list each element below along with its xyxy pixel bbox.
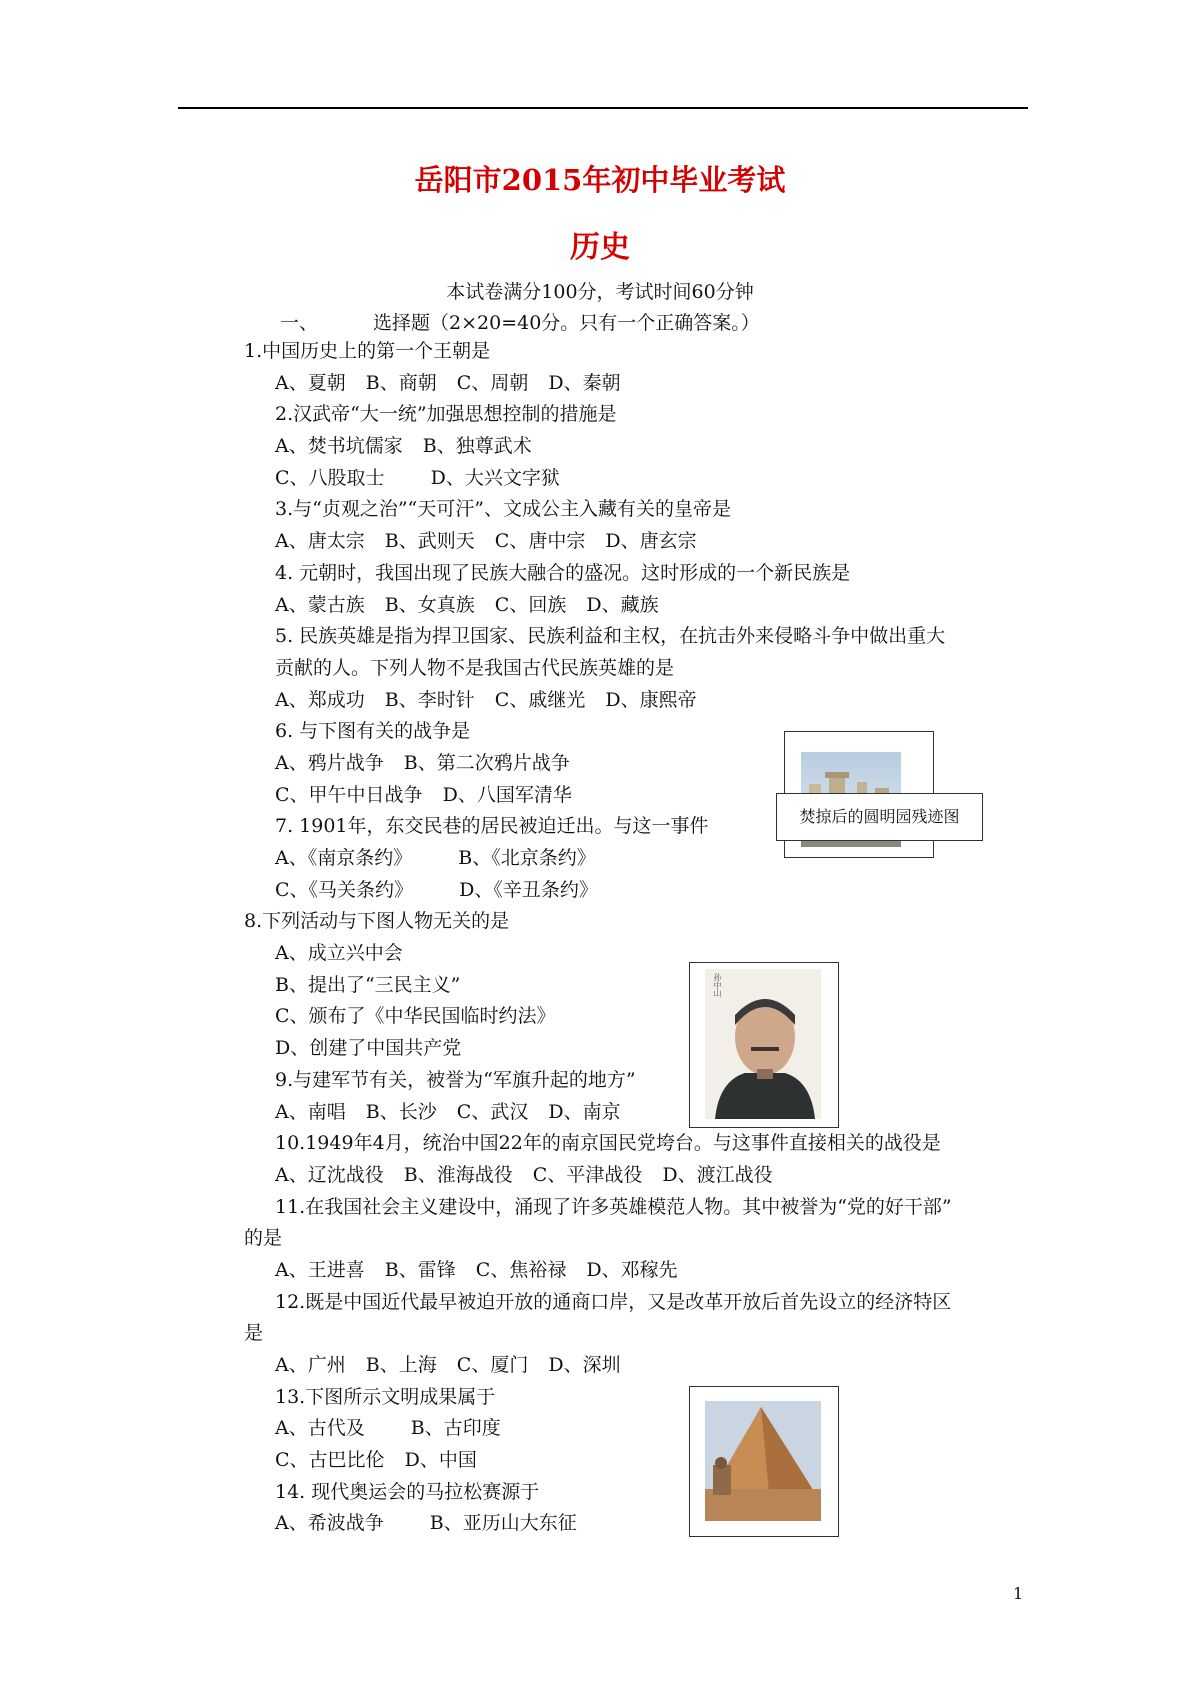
option: A、郑成功 — [275, 688, 365, 711]
option-row — [244, 875, 1034, 907]
option: A、希波战争 — [275, 1512, 384, 1535]
option-row — [244, 1508, 1034, 1540]
option: C、唐中宗 — [494, 530, 586, 553]
pyramid-image — [705, 1401, 821, 1521]
option-row — [244, 590, 1034, 622]
option: A、鸦片战争 — [275, 751, 384, 774]
question-stem: 13.下图所示文明成果属于 — [275, 1385, 496, 1408]
exam-subject: 历史 — [570, 230, 630, 265]
section-label: 选择题（2×20=40分。只有一个正确答案。） — [373, 312, 760, 334]
question-stem: 14. 现代奥运会的马拉松赛源于 — [275, 1480, 540, 1503]
option: C、古巴比伦 — [275, 1449, 385, 1472]
option: D、深圳 — [548, 1354, 621, 1376]
option: A、夏朝 — [275, 371, 346, 394]
option: A、唐太宗 — [275, 530, 365, 553]
option: D、中国 — [404, 1449, 477, 1472]
question-stem-continued: 贡献的人。下列人物不是我国古代民族英雄的是 — [275, 656, 675, 679]
option: D、渡江战役 — [662, 1163, 773, 1186]
option: B、《北京条约》 — [458, 847, 596, 869]
question-stem: 2.汉武帝“大一统”加强思想控制的措施是 — [275, 403, 617, 426]
option-row: B、提出了“三民主义” — [275, 973, 461, 996]
option-row — [244, 1255, 1034, 1287]
option: A、广州 — [275, 1354, 346, 1376]
question-stem: 4. 元朝时，我国出现了民族大融合的盛况。这时形成的一个新民族是 — [275, 561, 851, 584]
question-stem-continued: 是 — [244, 1322, 264, 1345]
question-stem: 5. 民族英雄是指为捍卫国家、民族利益和主权，在抗击外来侵略斗争中做出重大 — [275, 625, 946, 648]
option: C、平津战役 — [532, 1163, 643, 1186]
option: D、秦朝 — [548, 371, 621, 394]
question-stem: 8.下列活动与下图人物无关的是 — [244, 910, 510, 933]
exam-title: 岳阳市2015年初中毕业考试 — [414, 163, 786, 197]
option: B、第二次鸦片战争 — [403, 751, 570, 774]
exam-info: 本试卷满分100分，考试时间60分钟 — [446, 281, 754, 303]
option: A、古代及 — [275, 1417, 365, 1440]
option-row — [244, 368, 1034, 400]
option: B、武则天 — [384, 530, 475, 553]
option: D、《辛丑条约》 — [459, 878, 598, 901]
option: B、商朝 — [365, 371, 437, 394]
question-stem: 12.既是中国近代最早被迫开放的通商口岸，又是改革开放后首先设立的经济特区 — [275, 1290, 952, 1313]
option: D、藏族 — [586, 593, 659, 616]
option: A、焚书坑儒家 — [275, 435, 403, 458]
pyramid-image-frame — [689, 1386, 839, 1537]
question-stem: 11.在我国社会主义建设中，涌现了许多英雄模范人物。其中被誉为“党的好干部” — [275, 1195, 952, 1218]
option: C、八股取士 — [275, 466, 385, 489]
question-stem: 9.与建军节有关，被誉为“军旗升起的地方” — [275, 1068, 636, 1091]
section-heading — [280, 308, 760, 335]
option: B、淮海战役 — [403, 1163, 513, 1186]
option: A、辽沈战役 — [275, 1163, 384, 1186]
option: D、大兴文字狱 — [430, 466, 560, 489]
option-row — [244, 463, 1034, 495]
option-row: A、成立兴中会 — [275, 942, 403, 965]
option: D、邓稼先 — [586, 1258, 678, 1281]
option: D、八国军清华 — [442, 783, 572, 806]
option: B、长沙 — [365, 1100, 437, 1123]
option: D、康熙帝 — [605, 688, 697, 711]
header-rule — [178, 107, 1028, 109]
option-row: C、颁布了《中华民国临时约法》 — [275, 1005, 556, 1028]
option-row: D、创建了中国共产党 — [275, 1037, 462, 1060]
option: A、王进喜 — [275, 1258, 365, 1281]
question-stem: 6. 与下图有关的战争是 — [275, 720, 471, 743]
question-list — [244, 336, 1034, 1540]
option: D、唐玄宗 — [605, 530, 697, 553]
question-stem: 3.与“贞观之治”“天可汗”、文成公主入藏有关的皇帝是 — [275, 498, 731, 521]
option-row — [244, 685, 1034, 717]
option-row — [244, 1097, 1034, 1129]
option: C、厦门 — [456, 1354, 529, 1376]
question-stem: 10.1949年4月，统治中国22年的南京国民党垮台。与这事件直接相关的战役是 — [275, 1132, 941, 1155]
option: C、《马关条约》 — [275, 878, 414, 901]
portrait-image — [705, 969, 821, 1119]
option-row — [244, 1350, 1034, 1382]
option: C、武汉 — [456, 1100, 529, 1123]
question-stem: 1.中国历史上的第一个王朝是 — [244, 340, 491, 362]
portrait-label: 孙中山 — [713, 973, 722, 997]
option: D、南京 — [548, 1100, 621, 1123]
option: C、回族 — [494, 593, 567, 616]
portrait-image-frame — [689, 962, 839, 1128]
option: B、雷锋 — [384, 1258, 456, 1281]
section-number: 一、 — [280, 312, 319, 334]
option: B、上海 — [365, 1354, 437, 1376]
ruins-caption: 焚掠后的圆明园残迹图 — [776, 793, 983, 841]
option: B、独尊武术 — [422, 435, 532, 458]
option-row — [244, 1445, 1034, 1477]
option-row — [244, 1160, 1034, 1192]
option: B、李时针 — [384, 688, 475, 711]
option: B、亚历山大东征 — [429, 1512, 577, 1535]
option: C、戚继光 — [494, 688, 586, 711]
option: A、南唱 — [275, 1100, 346, 1123]
page-number: 1 — [1013, 1584, 1024, 1603]
option: B、女真族 — [384, 593, 475, 616]
question-stem-continued: 的是 — [244, 1227, 283, 1250]
option-row — [244, 526, 1034, 558]
option: C、周朝 — [456, 371, 529, 394]
option-row — [244, 431, 1034, 463]
option: C、焦裕禄 — [475, 1258, 567, 1281]
option: B、古印度 — [410, 1417, 501, 1440]
option: A、《南京条约》 — [275, 847, 413, 869]
option: C、甲午中日战争 — [275, 783, 423, 806]
option: A、蒙古族 — [275, 593, 365, 616]
question-stem: 7. 1901年，东交民巷的居民被迫迁出。与这一事件 — [275, 815, 709, 838]
option-row — [244, 1413, 1034, 1445]
